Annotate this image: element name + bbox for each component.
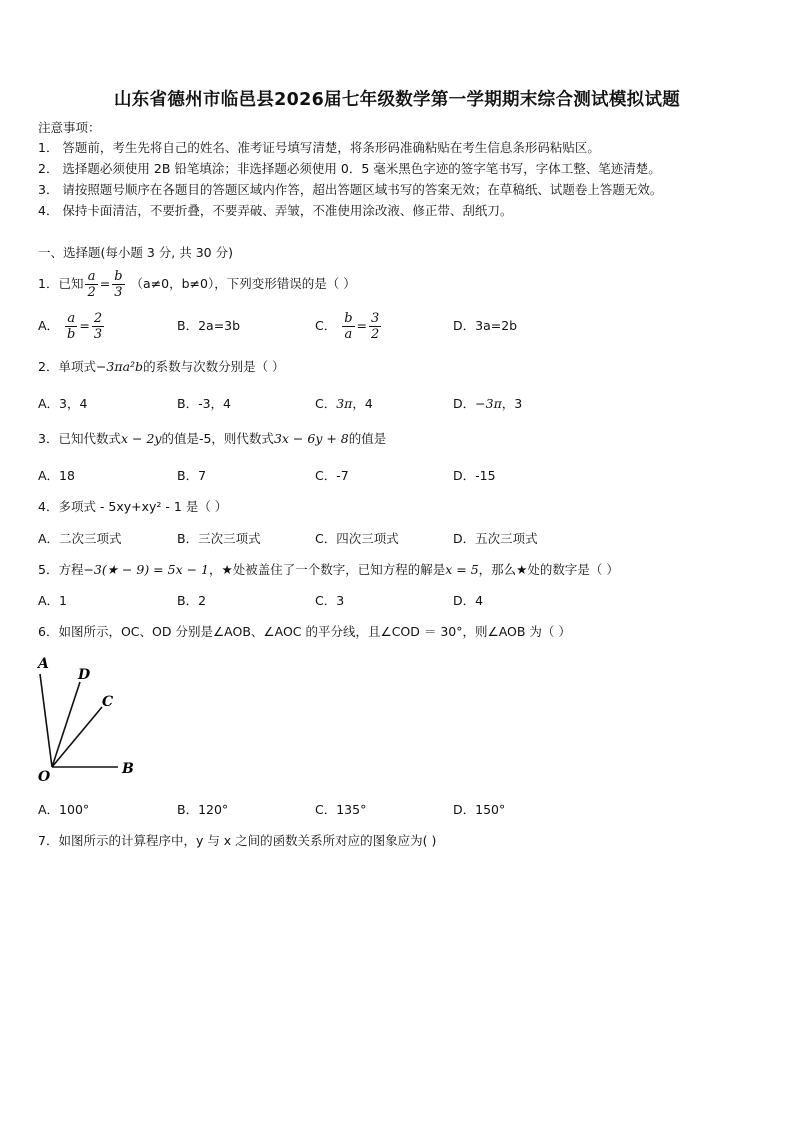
question-4: 4．多项式 - 5xy+xy² - 1 是（ ） (38, 499, 228, 514)
q5-equation: −3(★ − 9) = 5x − 1 (83, 562, 210, 577)
q3-expression-2: 3x − 6y + 8 (273, 431, 349, 446)
question-5: 5．方程−3(★ − 9) = 5x − 1，★处被盖住了一个数字，已知方程的解是x = 5，那么★处的数字是（ ） (38, 562, 619, 577)
label-d: D (78, 667, 91, 683)
q5-option-b[interactable]: B．2 (177, 593, 207, 608)
q1-fraction-b-3: $\frac{b}{3}$ (114, 269, 123, 300)
q3-option-a[interactable]: A．18 (38, 468, 75, 483)
q3-option-b[interactable]: B．7 (177, 468, 207, 483)
q2-option-c[interactable]: C．3π，4 (315, 396, 373, 411)
question-6: 6．如图所示，OC、OD 分别是∠AOB、∠AOC 的平分线，且∠COD ＝ 30°，则∠AOB 为（ ） (38, 624, 571, 639)
notice-item-4: 4． 保持卡面清洁，不要折叠，不要弄破、弄皱，不准使用涂改液、修正带、刮纸刀。 (38, 203, 513, 218)
q3-option-d[interactable]: D．-15 (453, 468, 496, 483)
q6-option-a[interactable]: A．100° (38, 802, 90, 817)
q6-option-b[interactable]: B．120° (177, 802, 229, 817)
q5-solution: x = 5 (445, 562, 479, 577)
q2-option-d[interactable]: D．−3π，3 (453, 396, 523, 411)
q5-option-a[interactable]: A．1 (38, 593, 68, 608)
q2-option-a[interactable]: A．3，4 (38, 396, 88, 411)
angle-figure (30, 652, 150, 787)
question-2: 2．单项式−3πa²b的系数与次数分别是（ ） (38, 359, 285, 374)
question-3: 3．已知代数式x − 2y的值是-5，则代数式3x − 6y + 8的值是 (38, 431, 387, 446)
q5-option-c[interactable]: C．3 (315, 593, 345, 608)
q4-option-d[interactable]: D．五次三项式 (453, 531, 538, 546)
q6-option-d[interactable]: D．150° (453, 802, 506, 817)
q6-option-c[interactable]: C．135° (315, 802, 367, 817)
q1-condition: （a≠0，b≠0），下列变形错误的是（ ） (130, 276, 356, 291)
q4-option-a[interactable]: A．二次三项式 (38, 531, 122, 546)
q1-option-d[interactable]: D．3a=2b (453, 318, 518, 333)
q3-expression-1: x − 2y (120, 431, 162, 446)
q1-equals: = (99, 276, 111, 291)
notice-item-2: 2． 选择题必须使用 2B 铅笔填涂；非选择题必须使用 0．5 毫米黑色字迹的签字笔书写，字体工整、笔迹清楚。 (38, 161, 661, 176)
q1-option-b[interactable]: B．2a=3b (177, 318, 241, 333)
q1-fraction-a-2: $\frac{a}{2}$ (87, 269, 96, 300)
ray-oc (52, 707, 102, 767)
question-1 (38, 268, 356, 300)
q1-prefix: 1．已知 (38, 276, 84, 291)
q4-option-c[interactable]: C．四次三项式 (315, 531, 399, 546)
page-title: 山东省德州市临邑县2026届七年级数学第一学期期末综合测试模拟试题 (113, 90, 681, 110)
q1-option-a[interactable]: A． $\frac{a}{b}$ = $\frac{2}{3}$ (38, 311, 103, 342)
ray-od (52, 682, 80, 767)
section-title: 一、选择题(每小题 3 分, 共 30 分) (38, 245, 233, 260)
q2-expression: −3πa²b (95, 359, 144, 374)
question-7: 7．如图所示的计算程序中，y 与 x 之间的函数关系所对应的图象应为( ) (38, 833, 437, 848)
q3-option-c[interactable]: C．-7 (315, 468, 349, 483)
label-a: A (38, 656, 49, 672)
notice-heading: 注意事项： (38, 120, 101, 135)
q5-option-d[interactable]: D．4 (453, 593, 484, 608)
label-b: B (122, 761, 134, 777)
q1-option-c[interactable]: C． $\frac{b}{a}$ = $\frac{3}{2}$ (315, 311, 380, 342)
label-o: O (38, 769, 51, 785)
notice-item-1: 1． 答题前，考生先将自己的姓名、准考证号填写清楚，将条形码准确粘贴在考生信息条形码粘贴区。 (38, 140, 600, 155)
q4-option-b[interactable]: B．三次三项式 (177, 531, 261, 546)
label-c: C (102, 694, 114, 710)
notice-item-3: 3． 请按照题号顺序在各题目的答题区域内作答，超出答题区域书写的答案无效；在草稿纸、试题卷上答题无效。 (38, 182, 663, 197)
q2-option-b[interactable]: B．-3，4 (177, 396, 231, 411)
ray-oa (40, 674, 52, 767)
